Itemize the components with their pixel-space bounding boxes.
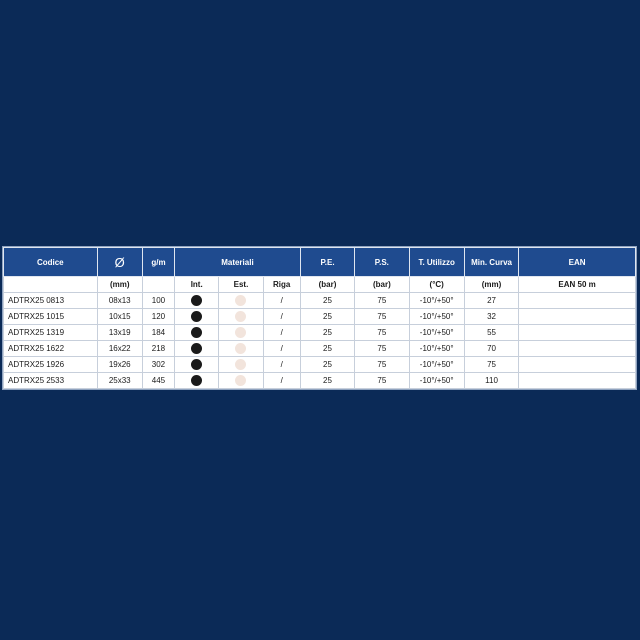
cell-riga: /	[263, 373, 300, 389]
cell-est	[219, 309, 263, 325]
cell-riga: /	[263, 341, 300, 357]
subheader-ean: EAN 50 m	[519, 277, 636, 293]
cell-ean	[519, 373, 636, 389]
beige-dot-icon	[235, 375, 246, 386]
cell-int	[175, 325, 219, 341]
table-row	[4, 309, 636, 325]
header-weight: g/m	[142, 248, 174, 277]
subheader-curve: (mm)	[464, 277, 518, 293]
header-curve: Min. Curva	[464, 248, 518, 277]
cell-temp: -10°/+50°	[409, 309, 464, 325]
cell-curve: 110	[464, 373, 518, 389]
header-ps: P.S.	[355, 248, 409, 277]
cell-riga: /	[263, 357, 300, 373]
cell-code: ADTRX25 2533	[4, 373, 98, 389]
header-codice: Codice	[4, 248, 98, 277]
cell-curve: 55	[464, 325, 518, 341]
beige-dot-icon	[235, 311, 246, 322]
cell-diameter: 19x26	[97, 357, 142, 373]
cell-weight: 100	[142, 293, 174, 309]
cell-int	[175, 293, 219, 309]
beige-dot-icon	[235, 327, 246, 338]
cell-temp: -10°/+50°	[409, 293, 464, 309]
header-ean: EAN	[519, 248, 636, 277]
cell-int	[175, 309, 219, 325]
subheader-pe: (bar)	[300, 277, 354, 293]
beige-dot-icon	[235, 295, 246, 306]
cell-int	[175, 357, 219, 373]
cell-weight: 302	[142, 357, 174, 373]
cell-curve: 32	[464, 309, 518, 325]
subheader-int: Int.	[175, 277, 219, 293]
cell-temp: -10°/+50°	[409, 357, 464, 373]
cell-pe: 25	[300, 341, 354, 357]
cell-pe: 25	[300, 373, 354, 389]
table-row	[4, 357, 636, 373]
cell-ps: 75	[355, 309, 409, 325]
subheader-temp: (°C)	[409, 277, 464, 293]
cell-est	[219, 357, 263, 373]
cell-curve: 75	[464, 357, 518, 373]
cell-code: ADTRX25 1622	[4, 341, 98, 357]
cell-code: ADTRX25 1926	[4, 357, 98, 373]
table-row	[4, 341, 636, 357]
header-diameter: Ø	[97, 248, 142, 277]
subheader-diameter: (mm)	[97, 277, 142, 293]
cell-diameter: 13x19	[97, 325, 142, 341]
cell-diameter: 10x15	[97, 309, 142, 325]
header-materiali: Materiali	[175, 248, 301, 277]
beige-dot-icon	[235, 359, 246, 370]
cell-est	[219, 341, 263, 357]
subheader-weight	[142, 277, 174, 293]
cell-code: ADTRX25 1015	[4, 309, 98, 325]
cell-ps: 75	[355, 357, 409, 373]
cell-diameter: 25x33	[97, 373, 142, 389]
cell-pe: 25	[300, 357, 354, 373]
product-spec-table	[3, 247, 636, 389]
subheader-est: Est.	[219, 277, 263, 293]
cell-est	[219, 325, 263, 341]
cell-int	[175, 341, 219, 357]
cell-ean	[519, 357, 636, 373]
cell-ps: 75	[355, 325, 409, 341]
subheader-riga: Riga	[263, 277, 300, 293]
beige-dot-icon	[235, 343, 246, 354]
cell-ps: 75	[355, 373, 409, 389]
cell-riga: /	[263, 309, 300, 325]
cell-int	[175, 373, 219, 389]
cell-pe: 25	[300, 293, 354, 309]
black-dot-icon	[191, 375, 202, 386]
black-dot-icon	[191, 327, 202, 338]
cell-curve: 70	[464, 341, 518, 357]
cell-ps: 75	[355, 293, 409, 309]
cell-temp: -10°/+50°	[409, 373, 464, 389]
cell-riga: /	[263, 325, 300, 341]
header-pe: P.E.	[300, 248, 354, 277]
cell-temp: -10°/+50°	[409, 325, 464, 341]
cell-riga: /	[263, 293, 300, 309]
cell-weight: 445	[142, 373, 174, 389]
cell-est	[219, 373, 263, 389]
black-dot-icon	[191, 295, 202, 306]
table-row	[4, 293, 636, 309]
black-dot-icon	[191, 359, 202, 370]
header-temp: T. Utilizzo	[409, 248, 464, 277]
cell-weight: 184	[142, 325, 174, 341]
cell-ps: 75	[355, 341, 409, 357]
subheader-codice	[4, 277, 98, 293]
table-row	[4, 325, 636, 341]
cell-curve: 27	[464, 293, 518, 309]
subheader-ps: (bar)	[355, 277, 409, 293]
cell-ean	[519, 341, 636, 357]
black-dot-icon	[191, 311, 202, 322]
cell-ean	[519, 325, 636, 341]
cell-code: ADTRX25 0813	[4, 293, 98, 309]
cell-ean	[519, 309, 636, 325]
black-dot-icon	[191, 343, 202, 354]
cell-diameter: 16x22	[97, 341, 142, 357]
cell-code: ADTRX25 1319	[4, 325, 98, 341]
cell-pe: 25	[300, 325, 354, 341]
cell-weight: 120	[142, 309, 174, 325]
cell-pe: 25	[300, 309, 354, 325]
header-row	[4, 248, 636, 277]
cell-est	[219, 293, 263, 309]
product-spec-table-container	[2, 246, 637, 390]
cell-diameter: 08x13	[97, 293, 142, 309]
table-row	[4, 373, 636, 389]
subheader-row	[4, 277, 636, 293]
cell-ean	[519, 293, 636, 309]
cell-temp: -10°/+50°	[409, 341, 464, 357]
cell-weight: 218	[142, 341, 174, 357]
